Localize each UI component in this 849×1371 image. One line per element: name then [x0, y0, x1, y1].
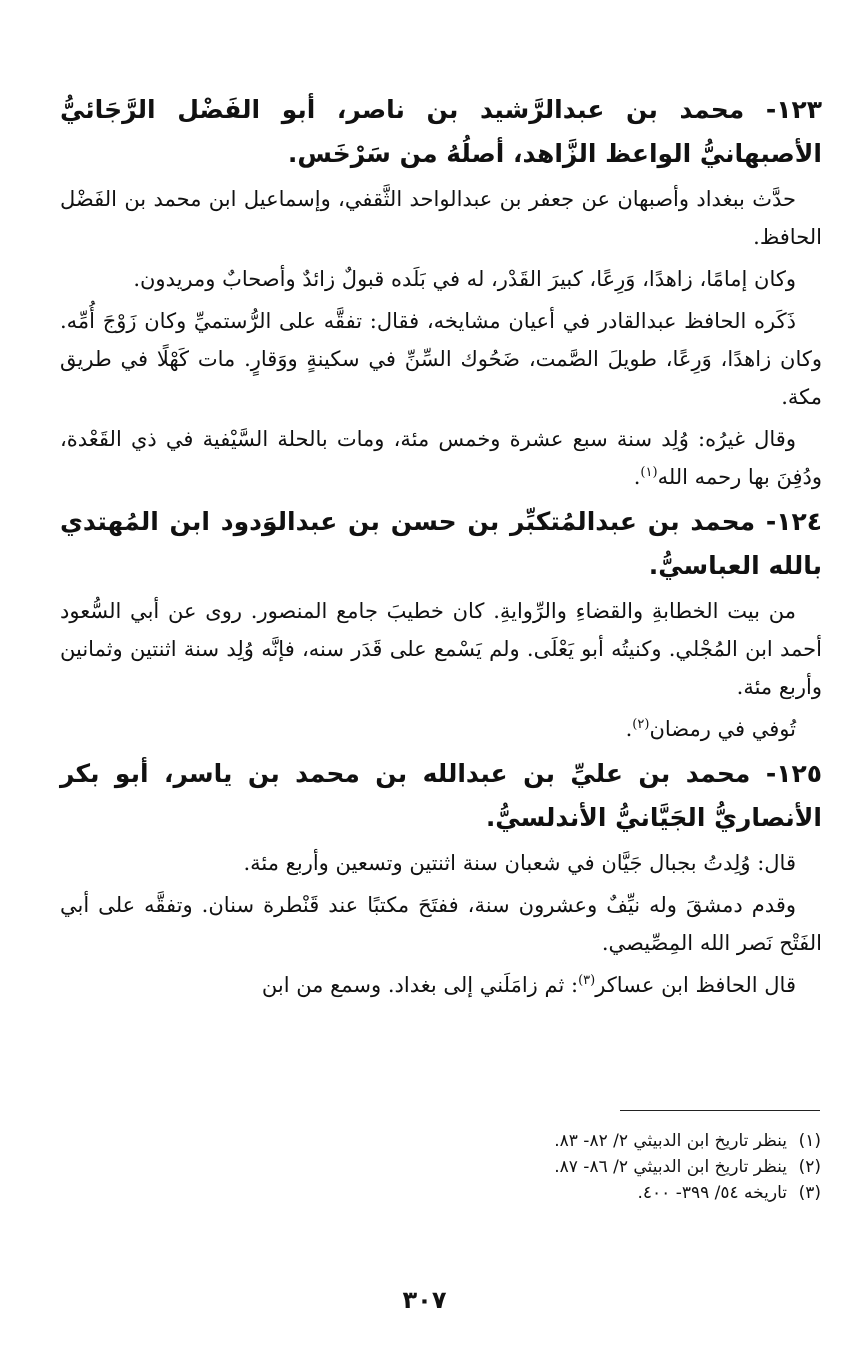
paragraph [60, 966, 822, 1004]
paragraph: قال: وُلِدتُ بجبال جَيَّان في شعبان سنة اثنتين وتسعين وأربع مئة. [243, 851, 796, 875]
footnote-item [321, 1128, 821, 1154]
footnotes [321, 1128, 821, 1206]
paragraph: حدَّث ببغداد وأصبهان عن جعفر بن عبدالواحد الثَّقفي، وإسماعيل ابن محمد بن الفَضْل الحافظ. [60, 187, 822, 249]
paragraph: من بيت الخطابةِ والقضاءِ والرِّوايةِ. كان خطيبَ جامع المنصور. روى عن أبي السُّعود أحمد ابن المُجْلي. وكنيتُه أبو يَعْلَى. ولم يَسْمع على قَدَر سنه، فإنَّه وُلِد سنة اثنتين وثمانين وأربع مئة. [60, 599, 822, 699]
entry-title: ١٢٣- محمد بن عبدالرَّشيد بن ناصر، أبو الفَضْل الرَّجَائيُّ الأصبهانيُّ الواعظ الزَّاهد، أصلُهُ من سَرْخَس. [60, 95, 822, 168]
footnote-item [321, 1154, 821, 1180]
entry-125 [60, 752, 822, 1004]
paragraph-end: . [633, 465, 641, 489]
paragraph-text: قال الحافظ ابن عساكر [595, 973, 796, 997]
paragraph: وكان إمامًا، زاهدًا، وَرِعًا، كبيرَ القَدْر، له في بَلَده قبولٌ زائدٌ وأصحابٌ ومريدون. [133, 267, 796, 291]
footnote-number: (٢) [798, 1157, 821, 1177]
footnote-divider [620, 1110, 820, 1111]
paragraph-text: تُوفي في رمضان [649, 717, 796, 741]
footnote-ref: (٢) [632, 717, 650, 732]
footnote-text: ينظر تاريخ ابن الدبيثي ٢/ ٨٦- ٨٧. [554, 1157, 787, 1177]
paragraph-end: . [625, 717, 633, 741]
footnote-ref: (١) [640, 465, 658, 480]
footnote-text: ينظر تاريخ ابن الدبيثي ٢/ ٨٢- ٨٣. [554, 1131, 787, 1151]
footnote-number: (٣) [798, 1183, 821, 1203]
footnote-ref: (٣) [578, 973, 596, 988]
paragraph [60, 710, 822, 748]
entry-123 [60, 88, 822, 496]
paragraph [60, 420, 822, 496]
page-number: ٣٠٧ [402, 1286, 447, 1314]
paragraph-text: وقال غيرُه: وُلِد سنة سبع عشرة وخمس مئة، ومات بالحلة السَّيْفية في ذي القَعْدة، ودُفِنَ بها رحمه الله [60, 427, 822, 489]
entry-title: ١٢٥- محمد بن عليِّ بن عبدالله بن محمد بن ياسر، أبو بكر الأنصاريُّ الجَيَّانيُّ الأندلسيُّ. [60, 759, 822, 832]
paragraph: ذَكَره الحافظ عبدالقادر في أعيان مشايخه، فقال: تفقَّه على الرُّستميِّ وكان زَوْجَ أُمِّه. وكان زاهدًا، وَرِعًا، طويلَ الصَّمت، ضَحُوك السِّنِّ في سكينةٍ ووَقارٍ. مات كَهْلًا في طريق مكة. [60, 309, 822, 409]
entry-124 [60, 500, 822, 748]
footnote-text: تاريخه ٥٤/ ٣٩٩- ٤٠٠. [637, 1183, 787, 1203]
footnote-item [321, 1180, 821, 1206]
entry-title: ١٢٤- محمد بن عبدالمُتكبِّر بن حسن بن عبدالوَدود ابن المُهتدي بالله العباسيُّ. [60, 507, 822, 580]
paragraph-text: : ثم زامَلَني إلى بغداد. وسمع من ابن [261, 973, 579, 997]
page-body [60, 88, 822, 1008]
paragraph: وقدم دمشقَ وله نيِّفٌ وعشرون سنة، ففتَحَ مكتبًا عند قَنْطرة سنان. وتفقَّه على أبي الفَتْح نَصر الله المِصِّيصي. [60, 893, 822, 955]
footnote-number: (١) [798, 1131, 821, 1151]
